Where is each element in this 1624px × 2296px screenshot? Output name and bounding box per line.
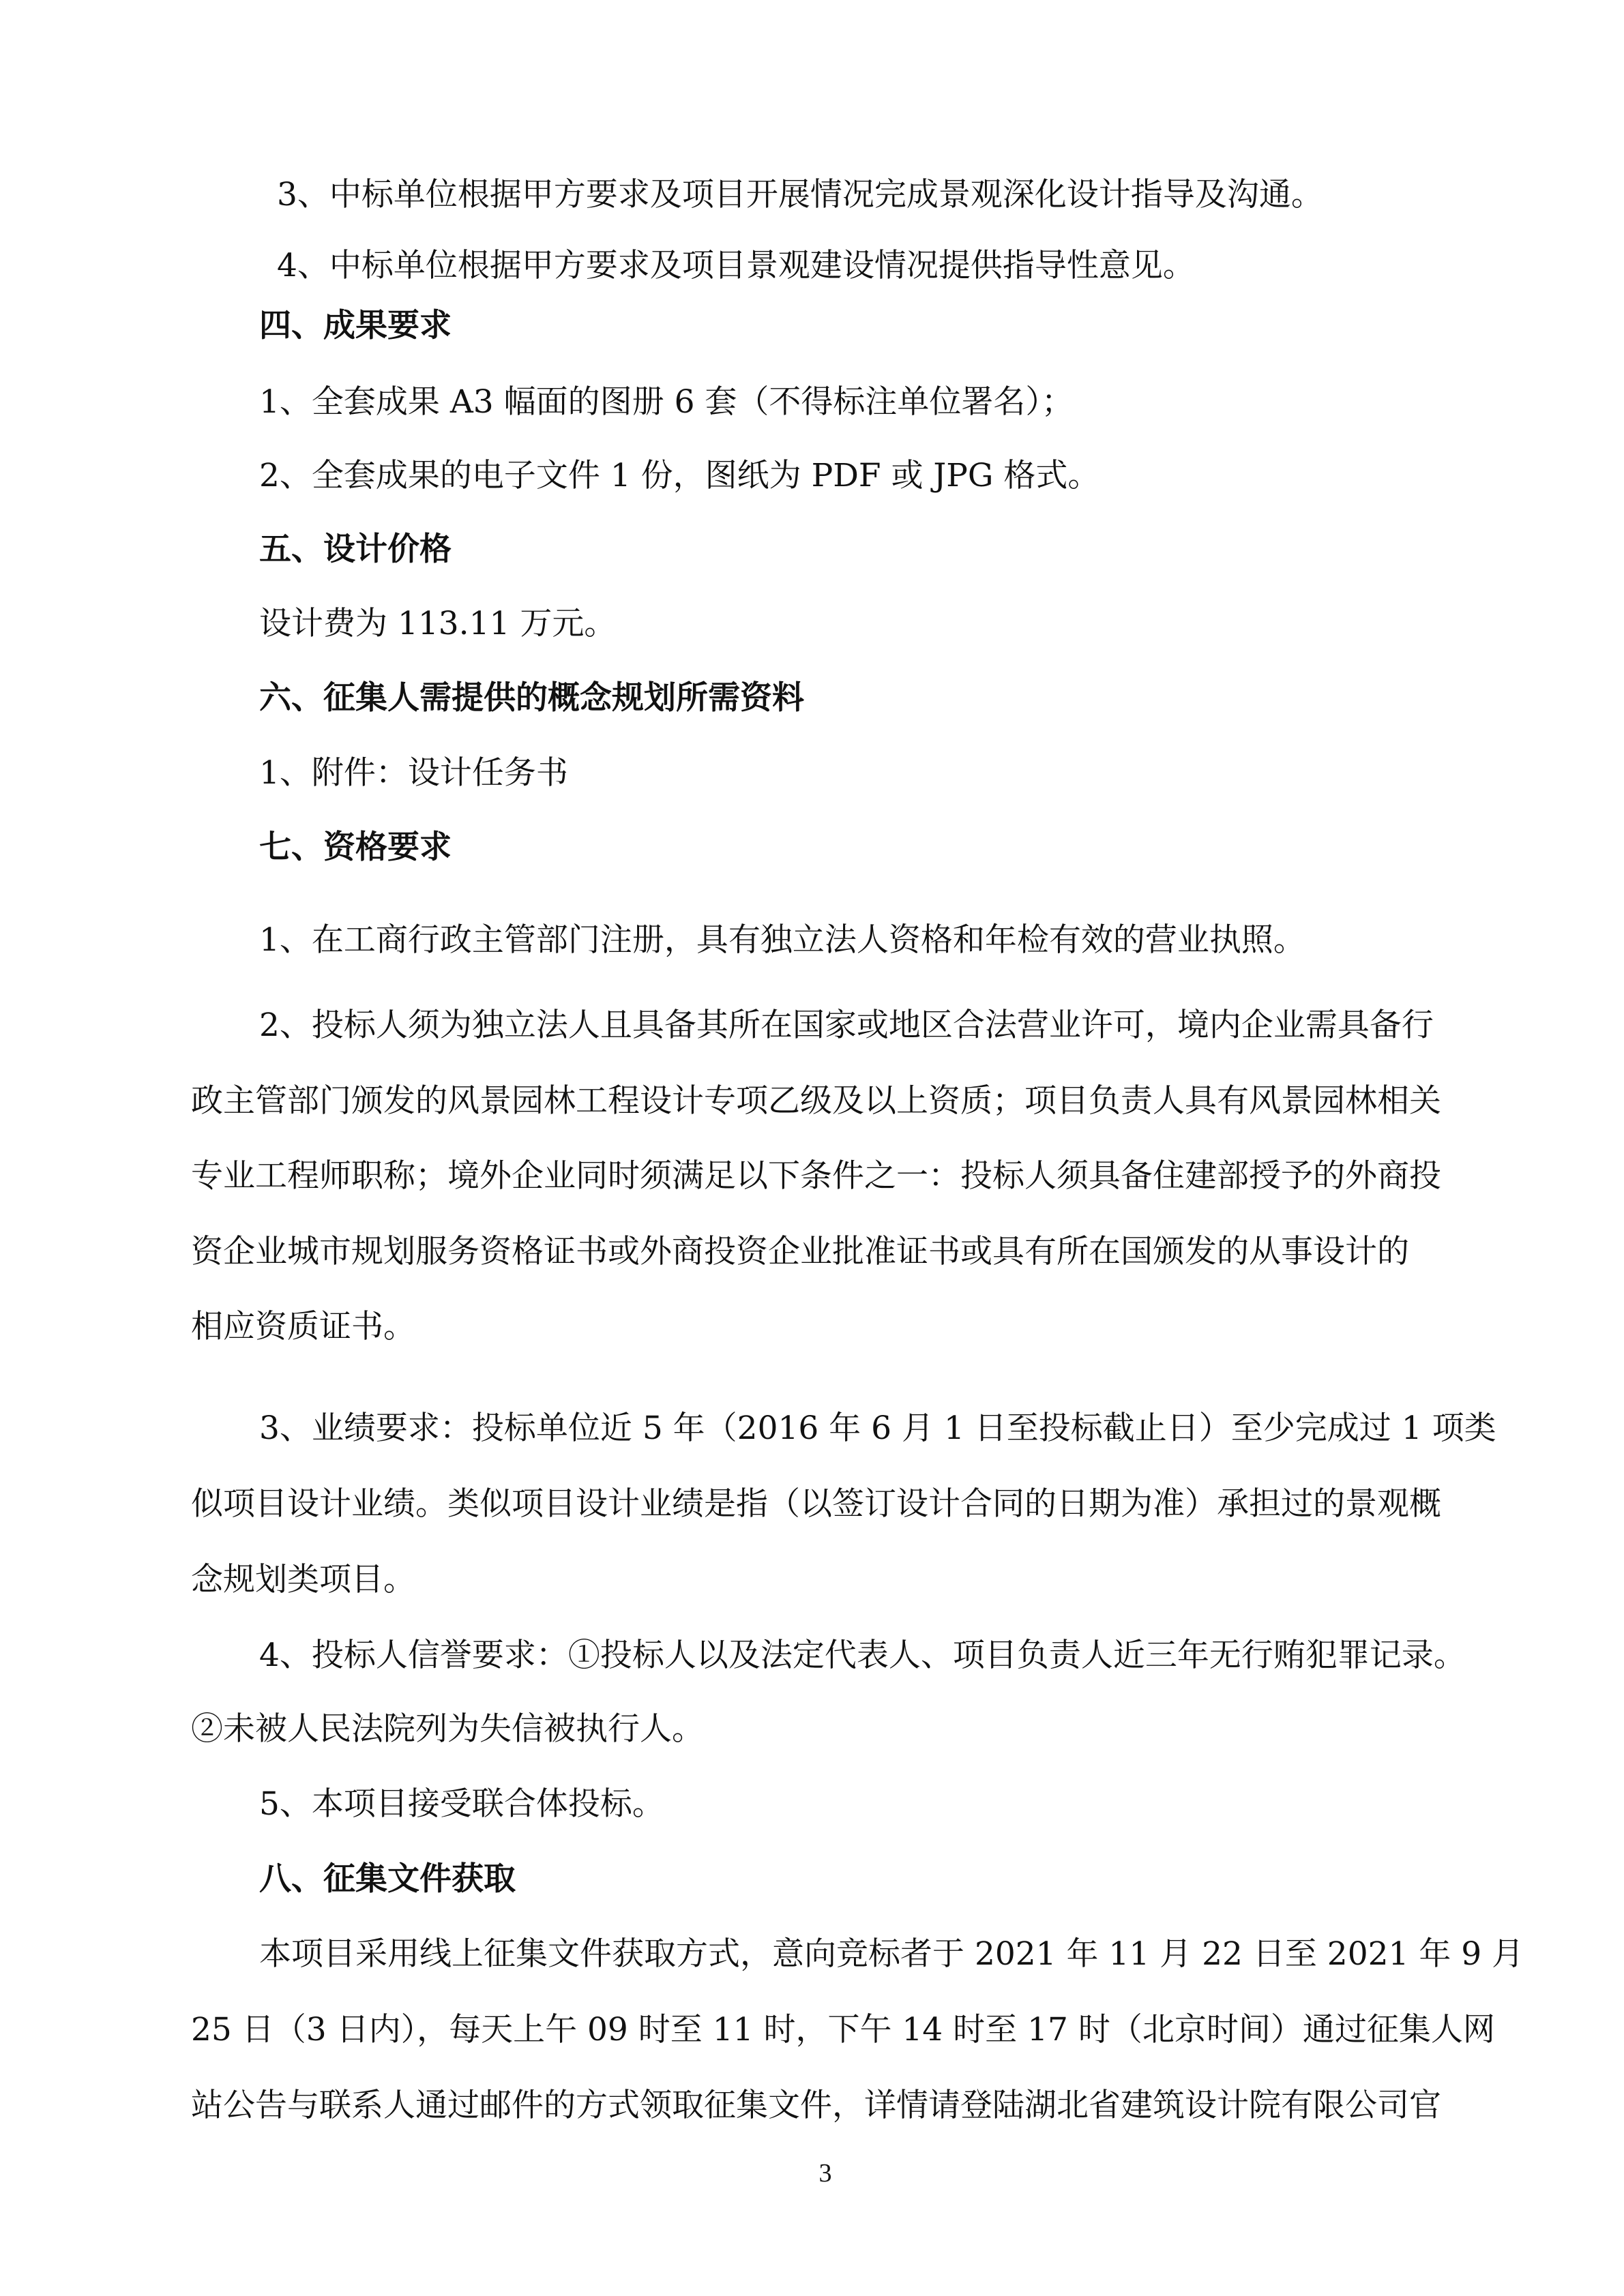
qualification-item-2-line-4: 资企业城市规划服务资格证书或外商投资企业批准证书或具有所在国颁发的从事设计的 xyxy=(191,1233,1409,1270)
acquisition-paragraph-line-3: 站公告与联系人通过邮件的方式领取征集文件，详情请登陆湖北省建筑设计院有限公司官 xyxy=(191,2087,1441,2124)
section-heading-qualifications: 七、资格要求 xyxy=(259,829,452,866)
qualification-item-2-line-1: 2、投标人须为独立法人且具备其所在国家或地区合法营业许可，境内企业需具备行 xyxy=(259,1007,1434,1044)
qualification-item-3-line-2: 似项目设计业绩。类似项目设计业绩是指（以签订设计合同的日期为准）承担过的景观概 xyxy=(191,1485,1441,1523)
section-heading-required-materials: 六、征集人需提供的概念规划所需资料 xyxy=(259,679,804,717)
section-heading-document-acquisition: 八、征集文件获取 xyxy=(259,1860,516,1898)
materials-item-1: 1、附件：设计任务书 xyxy=(259,754,568,792)
section-heading-deliverables: 四、成果要求 xyxy=(259,307,452,344)
acquisition-paragraph-line-1: 本项目采用线上征集文件获取方式，意向竞标者于 2021 年 11 月 22 日至 2021 年 9 月 xyxy=(259,1935,1524,1973)
qualification-item-2-line-5: 相应资质证书。 xyxy=(191,1308,415,1345)
qualification-item-1: 1、在工商行政主管部门注册，具有独立法人资格和年检有效的营业执照。 xyxy=(259,921,1305,959)
deliverable-item-2: 2、全套成果的电子文件 1 份，图纸为 PDF 或 JPG 格式。 xyxy=(259,457,1100,494)
qualification-item-2-line-2: 政主管部门颁发的风景园林工程设计专项乙级及以上资质；项目负责人具有风景园林相关 xyxy=(191,1082,1441,1120)
qualification-item-3-line-3: 念规划类项目。 xyxy=(191,1561,415,1598)
section-heading-design-price: 五、设计价格 xyxy=(259,531,452,568)
qualification-item-3-line-1: 3、业绩要求：投标单位近 5 年（2016 年 6 月 1 日至投标截止日）至少完成过 1 项类 xyxy=(259,1410,1496,1447)
design-fee-text: 设计费为 113.11 万元。 xyxy=(259,605,617,642)
deliverable-item-1: 1、全套成果 A3 幅面的图册 6 套（不得标注单位署名）； xyxy=(259,383,1074,421)
qualification-item-4-line-2: ②未被人民法院列为失信被执行人。 xyxy=(191,1710,704,1748)
list-item-4-guidance-opinions: 4、中标单位根据甲方要求及项目景观建设情况提供指导性意见。 xyxy=(277,247,1195,284)
page-number: 3 xyxy=(818,2159,832,2188)
qualification-item-4-line-1: 4、投标人信誉要求：①投标人以及法定代表人、项目负责人近三年无行贿犯罪记录。 xyxy=(259,1637,1466,1674)
qualification-item-2-line-3: 专业工程师职称；境外企业同时须满足以下条件之一：投标人须具备住建部授予的外商投 xyxy=(191,1157,1441,1195)
list-item-3-deepening-guidance: 3、中标单位根据甲方要求及项目开展情况完成景观深化设计指导及沟通。 xyxy=(277,176,1323,213)
qualification-item-5: 5、本项目接受联合体投标。 xyxy=(259,1785,664,1823)
acquisition-paragraph-line-2: 25 日（3 日内），每天上午 09 时至 11 时，下午 14 时至 17 时（北京时间）通过征集人网 xyxy=(191,2011,1495,2048)
